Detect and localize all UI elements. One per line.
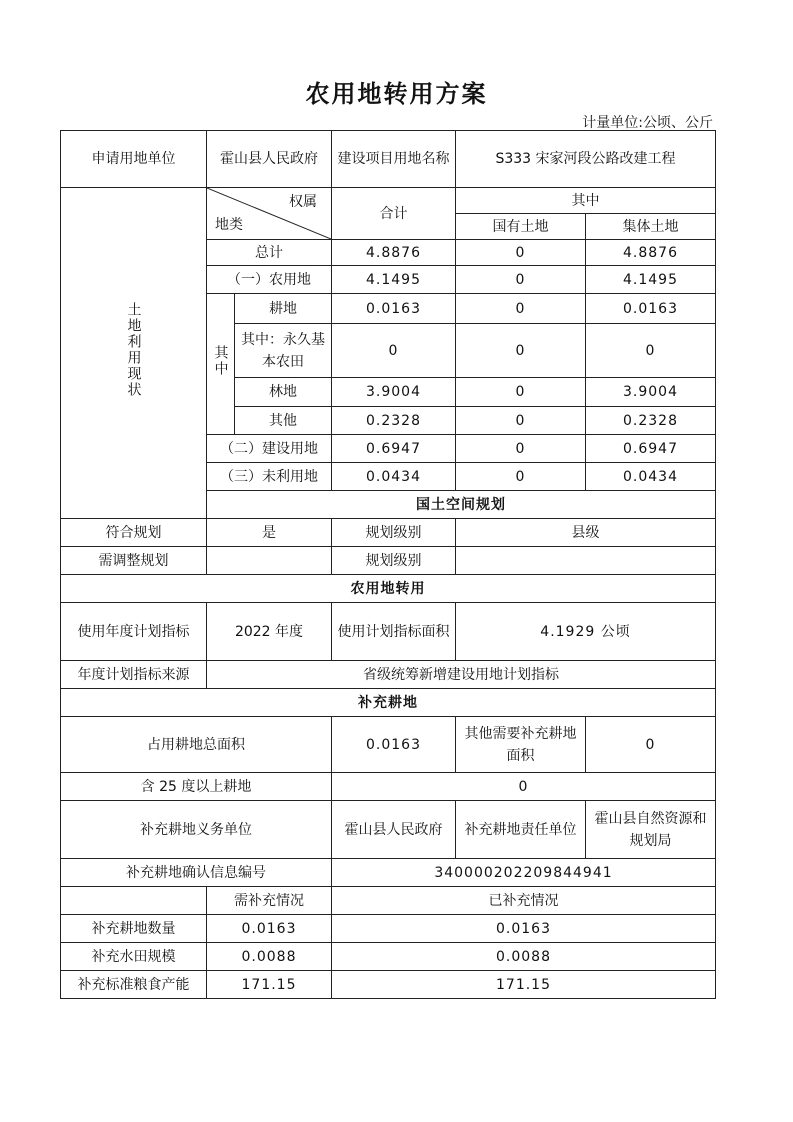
collective-value: 0.2328: [586, 407, 716, 435]
supplement-section-header: 补充耕地: [61, 689, 716, 717]
done-supplement-header: 已补充情况: [332, 887, 716, 915]
responsible-unit-label: 补充耕地责任单位: [456, 801, 586, 859]
among-header: 其中: [456, 188, 716, 214]
duty-unit-value: 霍山县人民政府: [332, 801, 456, 859]
row-label: 耕地: [235, 294, 332, 324]
state-value: 0: [456, 240, 586, 266]
row-label: 其中：永久基本农田: [235, 324, 332, 378]
planning-section-header: 国土空间规划: [207, 491, 716, 519]
adjust-plan-label: 需调整规划: [61, 547, 207, 575]
done-value: 0.0163: [332, 915, 716, 943]
measurement-unit: 计量单位:公顷、公斤: [582, 115, 713, 131]
collective-value: 0.6947: [586, 435, 716, 463]
total-value: 4.1495: [332, 266, 456, 294]
row-label: （三）未利用地: [207, 463, 332, 491]
done-value: 0.0088: [332, 943, 716, 971]
quota-source-label: 年度计划指标来源: [61, 661, 207, 689]
ownership-header: 权属: [289, 194, 317, 210]
state-land-header: 国有土地: [456, 214, 586, 240]
collective-land-header: 集体土地: [586, 214, 716, 240]
land-type-header: 地类: [215, 217, 243, 233]
adjust-plan-level-label: 规划级别: [332, 547, 456, 575]
occupied-area-label: 占用耕地总面积: [61, 717, 332, 773]
row-label: （一）农用地: [207, 266, 332, 294]
collective-value: 3.9004: [586, 378, 716, 407]
total-value: 0: [332, 324, 456, 378]
state-value: 0: [456, 266, 586, 294]
total-value: 0.6947: [332, 435, 456, 463]
need-value: 0.0163: [207, 915, 332, 943]
row-label: 总计: [207, 240, 332, 266]
row-label: 其他: [235, 407, 332, 435]
total-value: 0.2328: [332, 407, 456, 435]
other-supplement-value: 0: [586, 717, 716, 773]
annual-quota-value: 2022 年度: [207, 603, 332, 661]
slope-land-value: 0: [332, 773, 716, 801]
need-supplement-header: 需补充情况: [207, 887, 332, 915]
state-value: 0: [456, 324, 586, 378]
among-side-label: 其中: [207, 294, 235, 435]
total-value: 3.9004: [332, 378, 456, 407]
total-value: 0.0163: [332, 294, 456, 324]
supplement-row-label: 补充耕地数量: [61, 915, 207, 943]
state-value: 0: [456, 435, 586, 463]
adjust-plan-level-value: [456, 547, 716, 575]
supplement-row-label: 补充水田规模: [61, 943, 207, 971]
other-supplement-label: 其他需要补充耕地面积: [456, 717, 586, 773]
done-value: 171.15: [332, 971, 716, 999]
confirm-number-value: 340000202209844941: [332, 859, 716, 887]
responsible-unit-value: 霍山县自然资源和规划局: [586, 801, 716, 859]
conform-plan-label: 符合规划: [61, 519, 207, 547]
confirm-number-label: 补充耕地确认信息编号: [61, 859, 332, 887]
empty-header-cell: [61, 887, 207, 915]
project-name-value: S333 宋家河段公路改建工程: [456, 131, 716, 188]
plan-level-value: 县级: [456, 519, 716, 547]
state-value: 0: [456, 378, 586, 407]
applicant-label: 申请用地单位: [61, 131, 207, 188]
collective-value: 4.1495: [586, 266, 716, 294]
total-column-header: 合计: [332, 188, 456, 240]
conversion-section-header: 农用地转用: [61, 575, 716, 603]
quota-area-value: 4.1929 公顷: [456, 603, 716, 661]
collective-value: 0.0434: [586, 463, 716, 491]
land-conversion-table: [60, 130, 716, 999]
state-value: 0: [456, 294, 586, 324]
diagonal-header-cell: [207, 188, 332, 240]
supplement-row-label: 补充标准粮食产能: [61, 971, 207, 999]
duty-unit-label: 补充耕地义务单位: [61, 801, 332, 859]
collective-value: 4.8876: [586, 240, 716, 266]
quota-source-value: 省级统筹新增建设用地计划指标: [207, 661, 716, 689]
state-value: 0: [456, 407, 586, 435]
project-name-label: 建设项目用地名称: [332, 131, 456, 188]
plan-level-label: 规划级别: [332, 519, 456, 547]
conform-plan-value: 是: [207, 519, 332, 547]
slope-land-label: 含 25 度以上耕地: [61, 773, 332, 801]
land-status-side-label: 土地利用现状: [61, 188, 207, 519]
applicant-value: 霍山县人民政府: [207, 131, 332, 188]
document-title: 农用地转用方案: [305, 80, 488, 108]
occupied-area-value: 0.0163: [332, 717, 456, 773]
collective-value: 0.0163: [586, 294, 716, 324]
row-label: （二）建设用地: [207, 435, 332, 463]
annual-quota-label: 使用年度计划指标: [61, 603, 207, 661]
need-value: 171.15: [207, 971, 332, 999]
state-value: 0: [456, 463, 586, 491]
collective-value: 0: [586, 324, 716, 378]
quota-area-label: 使用计划指标面积: [332, 603, 456, 661]
total-value: 4.8876: [332, 240, 456, 266]
row-label: 林地: [235, 378, 332, 407]
need-value: 0.0088: [207, 943, 332, 971]
adjust-plan-value: [207, 547, 332, 575]
total-value: 0.0434: [332, 463, 456, 491]
